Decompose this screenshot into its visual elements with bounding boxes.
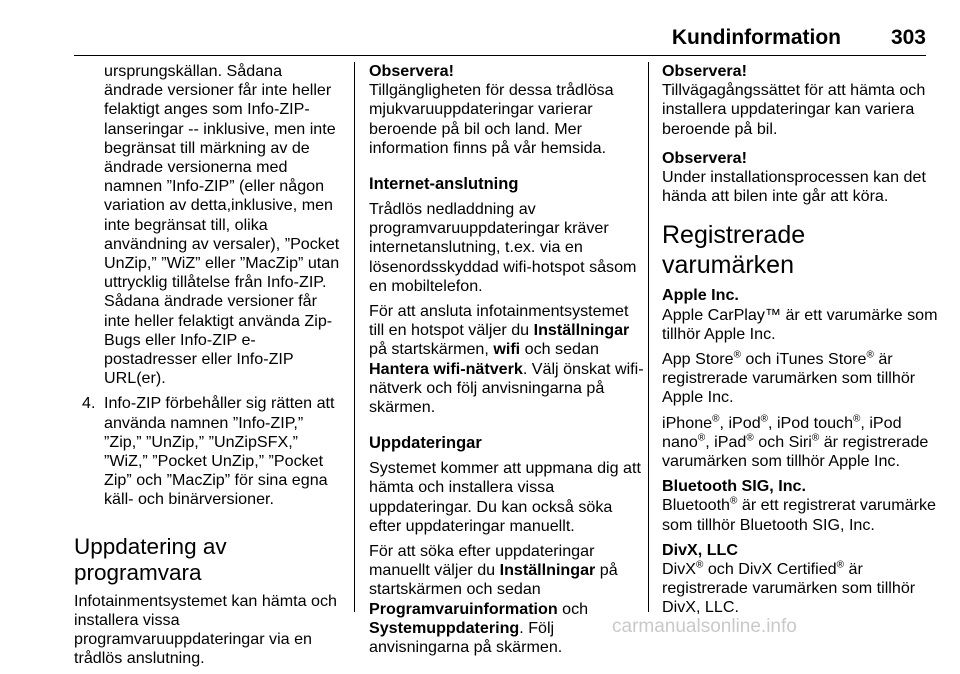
divx-paragraph: DivX® och DivX Certified® är registrerade varumärken som tillhör DivX, LLC.	[662, 559, 916, 617]
column-3	[662, 62, 942, 624]
list-item-4	[74, 394, 340, 509]
menu-manage-wifi: Hantera wifi-nätverk	[369, 359, 523, 378]
menu-settings: Inställningar	[533, 321, 630, 340]
updates-paragraph-1: Systemet kommer att uppmana dig att hämta och installera vissa uppdateringar. Du kan också söka efter uppdateringar manuellt.	[369, 459, 641, 535]
updates-paragraph-2: För att söka efter uppdateringar manuellt väljer du Inställningar på startskärmen och sedan Programvaruinformation och Systemuppdatering. Följ anvisningarna på skärmen.	[369, 542, 618, 657]
brand-divx: DivX, LLC	[662, 540, 739, 559]
heading-updates: Uppdateringar	[369, 434, 482, 453]
note-text: Under installationsprocessen kan det hända att bilen inte går att köra.	[662, 168, 926, 206]
column-1	[74, 62, 340, 674]
heading-internet: Internet-anslutning	[369, 175, 519, 194]
menu-settings: Inställningar	[499, 561, 596, 580]
note-installation	[662, 149, 942, 207]
note-title: Observera!	[662, 62, 747, 80]
note-procedure	[662, 62, 942, 139]
internet-paragraph-1: Trådlös nedladdning av programvaruuppdateringar kräver internetanslutning, t.ex. via en lösenordsskyddad wifi-hotspot såsom en mobiltelefon.	[369, 200, 637, 295]
menu-wifi: wifi	[493, 340, 521, 359]
note-text: Tillgängligheten för dessa trådlösa mjukvaruuppdateringar varierar beroende på bil och land. Mer information finns på vår hemsida.	[369, 81, 614, 157]
heading-software-update: Uppdatering av programvara	[74, 533, 227, 585]
internet-paragraph-2: För att ansluta infotainmentsystemet till en hotspot väljer du Inställningar på startskärmen, wifi och sedan Hantera wifi-nätverk. Välj önskat wifi-nätverk och följ anvisningarna på skärmen.	[369, 302, 644, 417]
license-continuation: ursprungskällan. Sådana ändrade versioner får inte heller felaktigt anges som Info-ZIP-lanseringar -- inklusive, men inte begränsat till märkning av de ändrade versionerna med namnen ”Info-ZIP” (eller någon variation av detta,inklusive, men inte begränsat till, olika användning av versaler), ”Pocket UnZip,” ”WiZ” eller ”MacZip” utan uttrycklig tillåtelse från Info-ZIP. Sådana ändrade versioner får inte heller felaktigt använda Zip-Bugs eller Info-ZIP e-postadresser eller Info-ZIP URL(er).	[104, 62, 340, 388]
note-title: Observera!	[369, 62, 454, 80]
apple-paragraph-1: Apple CarPlay™ är ett varumärke som tillhör Apple Inc.	[662, 305, 938, 343]
list-number: 4.	[82, 394, 96, 413]
apple-paragraph-2: App Store® och iTunes Store® är registrerade varumärken som tillhör Apple Inc.	[662, 349, 916, 407]
list-item-text: Info-ZIP förbehåller sig rätten att använda namnen ”Info-ZIP,” ”Zip,” ”UnZip,” ”UnZipSFX,” ”WiZ,” ”Pocket UnZip,” ”Pocket Zip” och ”MacZip” för sina egna käll- och binärversioner.	[104, 394, 335, 509]
brand-bluetooth: Bluetooth SIG, Inc.	[662, 477, 806, 496]
column-divider-1	[354, 62, 355, 612]
heading-trademarks: Registrerade varumärken	[662, 221, 806, 280]
section-title: Kundinformation	[671, 26, 841, 49]
column-2	[369, 62, 644, 663]
menu-software-info: Programvaruinformation	[369, 599, 558, 618]
apple-paragraph-3: iPhone®, iPod®, iPod touch®, iPod nano®, iPad® och Siri® är registrerade varumärken som tillhör Apple Inc.	[662, 413, 929, 471]
note-title: Observera!	[662, 148, 747, 167]
watermark: carmanualsonline.info	[612, 616, 797, 637]
brand-apple: Apple Inc.	[662, 286, 739, 305]
bluetooth-paragraph: Bluetooth® är ett registrerat varumärke som tillhör Bluetooth SIG, Inc.	[662, 496, 936, 534]
note-availability	[369, 62, 644, 158]
software-update-body: Infotainmentsystemet kan hämta och installera vissa programvaruuppdateringar via en trådlös anslutning.	[74, 591, 338, 668]
menu-system-update: Systemuppdatering	[369, 618, 520, 637]
page-number: 303	[890, 26, 926, 49]
page-header	[74, 26, 926, 52]
column-divider-2	[648, 62, 649, 612]
header-rule	[74, 55, 926, 56]
note-text: Tillvägagångssättet för att hämta och installera uppdateringar kan variera beroende på bil.	[662, 81, 926, 138]
